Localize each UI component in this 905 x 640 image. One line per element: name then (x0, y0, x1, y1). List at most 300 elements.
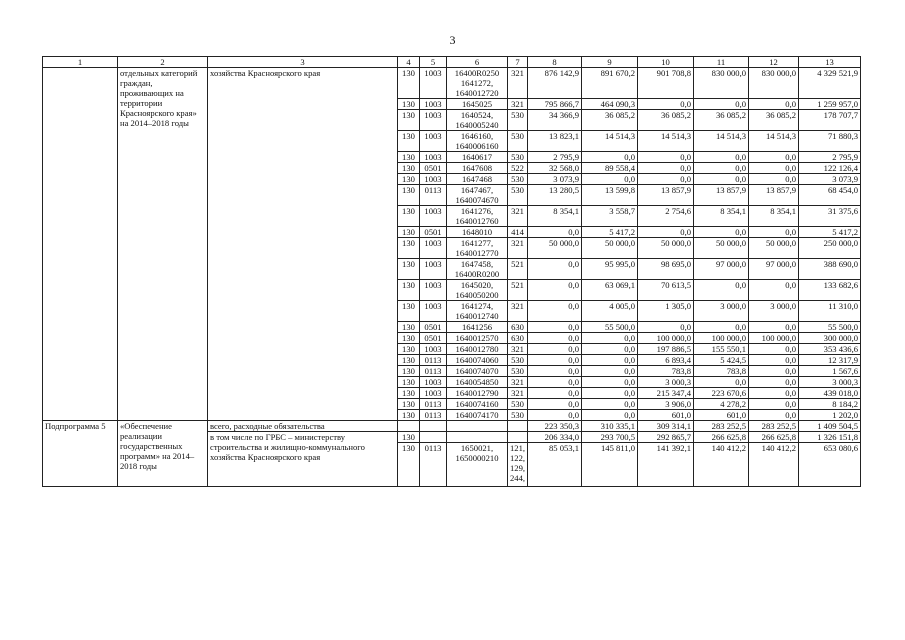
expense-type: 321 (508, 377, 528, 388)
amount-cell: 178 707,7 (799, 110, 861, 131)
amount-cell: 14 514,3 (638, 131, 694, 152)
grbs-code: 130 (398, 377, 420, 388)
amount-cell: 13 857,9 (638, 185, 694, 206)
grbs-code: 130 (398, 280, 420, 301)
target-code (447, 110, 508, 131)
amount-cell: 830 000,0 (694, 68, 749, 99)
amount-cell: 13 599,8 (582, 185, 638, 206)
amount-cell: 0,0 (528, 227, 582, 238)
table-row (43, 68, 861, 99)
section-code: 1003 (420, 301, 447, 322)
amount-cell: 11 310,0 (799, 301, 861, 322)
amount-cell: 0,0 (582, 174, 638, 185)
target-code-value: 1647458, 16400R0200 (454, 259, 500, 279)
grbs-code: 130 (398, 366, 420, 377)
amount-cell: 100 000,0 (694, 333, 749, 344)
amount-cell: 31 375,6 (799, 206, 861, 227)
grbs-code: 130 (398, 344, 420, 355)
target-code (447, 206, 508, 227)
amount-cell: 36 085,2 (749, 110, 799, 131)
amount-cell: 14 514,3 (749, 131, 799, 152)
grbs-code: 130 (398, 259, 420, 280)
amount-cell: 36 085,2 (582, 110, 638, 131)
amount-cell: 145 811,0 (582, 443, 638, 487)
amount-cell: 0,0 (749, 163, 799, 174)
section-code: 1003 (420, 344, 447, 355)
section-code: 1003 (420, 259, 447, 280)
amount-cell: 71 880,3 (799, 131, 861, 152)
section-code: 0501 (420, 322, 447, 333)
target-code (447, 399, 508, 410)
amount-cell: 0,0 (582, 333, 638, 344)
amount-cell: 6 893,4 (638, 355, 694, 366)
target-code (447, 432, 508, 443)
amount-cell: 0,0 (749, 355, 799, 366)
section-code: 1003 (420, 377, 447, 388)
amount-cell: 223 670,6 (694, 388, 749, 399)
expense-type: 521 (508, 259, 528, 280)
amount-cell: 876 142,9 (528, 68, 582, 99)
amount-cell: 140 412,2 (749, 443, 799, 487)
amount-cell: 0,0 (749, 174, 799, 185)
amount-cell: 4 278,2 (694, 399, 749, 410)
amount-cell: 0,0 (528, 301, 582, 322)
amount-cell: 0,0 (638, 174, 694, 185)
target-code-value: 1640074160 (455, 399, 499, 409)
amount-cell: 12 317,9 (799, 355, 861, 366)
target-code (447, 185, 508, 206)
program-name: «Обеспечение реализации государственных программ» на 2014–2018 годы (118, 421, 208, 487)
target-code-continued: 16400R0250 (454, 68, 500, 78)
amount-cell: 293 700,5 (582, 432, 638, 443)
amount-cell: 0,0 (582, 152, 638, 163)
expense-type (508, 432, 528, 443)
amount-cell: 0,0 (749, 388, 799, 399)
amount-cell: 2 795,9 (528, 152, 582, 163)
amount-cell: 2 795,9 (799, 152, 861, 163)
column-header: 1 (43, 57, 118, 68)
expense-type: 530 (508, 366, 528, 377)
amount-cell: 8 354,1 (694, 206, 749, 227)
expense-type: 522 (508, 163, 528, 174)
amount-cell: 206 334,0 (528, 432, 582, 443)
amount-cell: 0,0 (694, 152, 749, 163)
amount-cell: 3 073,9 (528, 174, 582, 185)
amount-cell: 3 000,3 (638, 377, 694, 388)
amount-cell: 0,0 (749, 322, 799, 333)
target-code-value: 1647608 (461, 163, 493, 173)
amount-cell: 133 682,6 (799, 280, 861, 301)
target-code (447, 131, 508, 152)
grbs-code: 130 (398, 238, 420, 259)
amount-cell: 0,0 (528, 280, 582, 301)
expense-type: 121, 122, 129, 244, (508, 443, 528, 487)
amount-cell: 70 613,5 (638, 280, 694, 301)
amount-cell: 0,0 (528, 366, 582, 377)
expense-type: 521 (508, 280, 528, 301)
column-header: 7 (508, 57, 528, 68)
column-header: 4 (398, 57, 420, 68)
section-code: 0113 (420, 410, 447, 421)
page-number: 3 (449, 33, 456, 47)
target-code (447, 68, 508, 99)
amount-cell: 0,0 (694, 163, 749, 174)
amount-cell: 1 567,6 (799, 366, 861, 377)
amount-cell: 223 350,3 (528, 421, 582, 432)
target-code-value: 1641277, 1640012770 (455, 238, 499, 258)
section-code: 0113 (420, 355, 447, 366)
grbs-code: 130 (398, 174, 420, 185)
amount-cell: 0,0 (749, 399, 799, 410)
target-code-value: 1646160, 1640006160 (455, 131, 499, 151)
amount-cell: 0,0 (694, 174, 749, 185)
amount-cell: 55 500,0 (799, 322, 861, 333)
target-code-value: 1641272, 1640012720 (455, 78, 499, 98)
target-code (447, 377, 508, 388)
amount-cell: 0,0 (528, 333, 582, 344)
section-code: 1003 (420, 68, 447, 99)
target-code (447, 259, 508, 280)
amount-cell: 0,0 (582, 377, 638, 388)
amount-cell: 197 886,5 (638, 344, 694, 355)
amount-cell: 0,0 (638, 99, 694, 110)
expense-type: 530 (508, 185, 528, 206)
grbs-code: 130 (398, 185, 420, 206)
target-code (447, 301, 508, 322)
amount-cell: 32 568,0 (528, 163, 582, 174)
executor-name: хозяйства Красноярского края (208, 68, 398, 421)
amount-cell: 34 366,9 (528, 110, 582, 131)
column-header: 9 (582, 57, 638, 68)
amount-cell: 122 126,4 (799, 163, 861, 174)
target-code (447, 227, 508, 238)
amount-cell: 13 857,9 (694, 185, 749, 206)
amount-cell: 0,0 (749, 366, 799, 377)
expense-type: 530 (508, 131, 528, 152)
section-code: 1003 (420, 110, 447, 131)
target-code (447, 333, 508, 344)
amount-cell: 0,0 (582, 410, 638, 421)
target-code (447, 163, 508, 174)
amount-cell: 292 865,7 (638, 432, 694, 443)
amount-cell: 830 000,0 (749, 68, 799, 99)
amount-cell: 0,0 (528, 355, 582, 366)
amount-cell: 0,0 (694, 280, 749, 301)
target-code-value: 1647468 (461, 174, 493, 184)
amount-cell: 891 670,2 (582, 68, 638, 99)
grbs-code: 130 (398, 410, 420, 421)
amount-cell: 0,0 (582, 388, 638, 399)
target-code (447, 355, 508, 366)
amount-cell: 5 417,2 (582, 227, 638, 238)
amount-cell: 0,0 (638, 227, 694, 238)
amount-cell: 0,0 (749, 410, 799, 421)
amount-cell: 55 500,0 (582, 322, 638, 333)
amount-cell: 5 417,2 (799, 227, 861, 238)
amount-cell: 1 305,0 (638, 301, 694, 322)
section-code: 1003 (420, 131, 447, 152)
amount-cell: 14 514,3 (694, 131, 749, 152)
amount-cell: 8 354,1 (749, 206, 799, 227)
grbs-code: 130 (398, 443, 420, 487)
amount-cell: 283 252,5 (694, 421, 749, 432)
amount-cell: 215 347,4 (638, 388, 694, 399)
amount-cell: 97 000,0 (694, 259, 749, 280)
section-code (420, 421, 447, 432)
target-code-value: 1647467, 1640074670 (455, 185, 499, 205)
expense-type: 321 (508, 344, 528, 355)
amount-cell: 3 000,0 (694, 301, 749, 322)
expense-type: 530 (508, 399, 528, 410)
grbs-code: 130 (398, 301, 420, 322)
amount-cell: 601,0 (694, 410, 749, 421)
amount-cell: 783,8 (638, 366, 694, 377)
expense-type (508, 421, 528, 432)
column-header: 3 (208, 57, 398, 68)
amount-cell: 100 000,0 (638, 333, 694, 344)
amount-cell: 1 409 504,5 (799, 421, 861, 432)
expense-type: 414 (508, 227, 528, 238)
amount-cell: 601,0 (638, 410, 694, 421)
target-code (447, 344, 508, 355)
amount-cell: 0,0 (582, 399, 638, 410)
section-code: 0501 (420, 227, 447, 238)
amount-cell: 300 000,0 (799, 333, 861, 344)
amount-cell: 783,8 (694, 366, 749, 377)
amount-cell: 250 000,0 (799, 238, 861, 259)
section-code: 0501 (420, 333, 447, 344)
target-code-value: 1648010 (461, 227, 493, 237)
amount-cell: 98 695,0 (638, 259, 694, 280)
target-code (447, 152, 508, 163)
target-code-value: 1641274, 1640012740 (455, 301, 499, 321)
amount-cell: 50 000,0 (749, 238, 799, 259)
target-code-value: 1640012570 (455, 333, 499, 343)
grbs-code: 130 (398, 152, 420, 163)
amount-cell: 95 995,0 (582, 259, 638, 280)
amount-cell: 50 000,0 (528, 238, 582, 259)
target-code-value: 1640054850 (455, 377, 499, 387)
target-code (447, 99, 508, 110)
amount-cell: 3 558,7 (582, 206, 638, 227)
amount-cell: 4 329 521,9 (799, 68, 861, 99)
expense-type: 530 (508, 174, 528, 185)
amount-cell: 13 857,9 (749, 185, 799, 206)
amount-cell: 439 018,0 (799, 388, 861, 399)
expense-type: 630 (508, 333, 528, 344)
amount-cell: 68 454,0 (799, 185, 861, 206)
section-code: 1003 (420, 388, 447, 399)
grbs-code: 130 (398, 99, 420, 110)
amount-cell: 8 354,1 (528, 206, 582, 227)
amount-cell: 0,0 (694, 377, 749, 388)
section-code: 1003 (420, 174, 447, 185)
expense-type: 321 (508, 206, 528, 227)
section-code (420, 432, 447, 443)
target-code (447, 388, 508, 399)
target-code (447, 410, 508, 421)
amount-cell: 100 000,0 (749, 333, 799, 344)
column-header: 10 (638, 57, 694, 68)
amount-cell: 310 335,1 (582, 421, 638, 432)
amount-cell: 0,0 (582, 355, 638, 366)
amount-cell: 8 184,2 (799, 399, 861, 410)
amount-cell: 0,0 (528, 377, 582, 388)
amount-cell: 0,0 (582, 344, 638, 355)
amount-cell: 0,0 (749, 227, 799, 238)
grbs-code: 130 (398, 333, 420, 344)
executor-name: в том числе по ГРБС – министерству строительства и жилищно-коммунального хозяйства Красноярского края (208, 432, 398, 487)
amount-cell: 4 005,0 (582, 301, 638, 322)
target-code-value: 1640074170 (455, 410, 499, 420)
amount-cell: 1 202,0 (799, 410, 861, 421)
amount-cell: 388 690,0 (799, 259, 861, 280)
header-row (43, 57, 861, 68)
target-code (447, 174, 508, 185)
grbs-code: 130 (398, 163, 420, 174)
target-code-value: 1640617 (461, 152, 493, 162)
table-row (43, 421, 861, 432)
target-code-value: 1640524, 1640005240 (455, 110, 499, 130)
amount-cell: 97 000,0 (749, 259, 799, 280)
section-code: 0113 (420, 366, 447, 377)
amount-cell: 3 906,0 (638, 399, 694, 410)
amount-cell: 50 000,0 (638, 238, 694, 259)
amount-cell: 89 558,4 (582, 163, 638, 174)
section-code: 1003 (420, 280, 447, 301)
section-code: 1003 (420, 238, 447, 259)
grbs-code: 130 (398, 68, 420, 99)
amount-cell: 0,0 (749, 152, 799, 163)
amount-cell: 85 053,1 (528, 443, 582, 487)
target-code-value: 1645020, 1640050200 (455, 280, 499, 300)
expense-type: 321 (508, 388, 528, 399)
amount-cell: 2 754,6 (638, 206, 694, 227)
amount-cell: 63 069,1 (582, 280, 638, 301)
amount-cell: 5 424,5 (694, 355, 749, 366)
amount-cell: 0,0 (528, 322, 582, 333)
amount-cell: 13 823,1 (528, 131, 582, 152)
amount-cell: 0,0 (749, 377, 799, 388)
column-header: 13 (799, 57, 861, 68)
amount-cell: 1 259 957,0 (799, 99, 861, 110)
budget-table (42, 56, 861, 487)
target-code (447, 366, 508, 377)
amount-cell: 50 000,0 (694, 238, 749, 259)
target-code-value: 1641256 (461, 322, 493, 332)
column-header: 5 (420, 57, 447, 68)
amount-cell: 0,0 (749, 99, 799, 110)
amount-cell: 0,0 (694, 227, 749, 238)
section-code: 0113 (420, 399, 447, 410)
amount-cell: 0,0 (638, 163, 694, 174)
amount-cell: 309 314,1 (638, 421, 694, 432)
expense-type: 321 (508, 68, 528, 99)
amount-cell: 0,0 (528, 344, 582, 355)
amount-cell: 14 514,3 (582, 131, 638, 152)
amount-cell: 901 708,8 (638, 68, 694, 99)
expense-type: 321 (508, 301, 528, 322)
grbs-code (398, 421, 420, 432)
amount-cell: 0,0 (528, 399, 582, 410)
amount-cell: 464 090,3 (582, 99, 638, 110)
expense-type: 321 (508, 238, 528, 259)
subprogram-label: Подпрограмма 5 (43, 421, 118, 487)
target-code: 1650021, 1650000210 (447, 443, 508, 487)
target-code-value: 1640012780 (455, 344, 499, 354)
amount-cell: 795 866,7 (528, 99, 582, 110)
grbs-code: 130 (398, 227, 420, 238)
section-code: 0501 (420, 163, 447, 174)
grbs-code: 130 (398, 206, 420, 227)
amount-cell: 3 000,0 (749, 301, 799, 322)
column-header: 6 (447, 57, 508, 68)
target-code (447, 421, 508, 432)
target-code-value: 1640074060 (455, 355, 499, 365)
amount-cell: 653 080,6 (799, 443, 861, 487)
target-code (447, 322, 508, 333)
amount-cell: 1 326 151,8 (799, 432, 861, 443)
amount-cell: 0,0 (528, 410, 582, 421)
amount-cell: 0,0 (528, 388, 582, 399)
target-code (447, 238, 508, 259)
amount-cell: 0,0 (638, 152, 694, 163)
column-header: 8 (528, 57, 582, 68)
amount-cell: 0,0 (582, 366, 638, 377)
program-cell (43, 68, 118, 421)
table-body (43, 57, 861, 487)
section-code: 0113 (420, 443, 447, 487)
grbs-code: 130 (398, 322, 420, 333)
column-header: 12 (749, 57, 799, 68)
amount-cell: 36 085,2 (694, 110, 749, 131)
amount-cell: 140 412,2 (694, 443, 749, 487)
amount-cell: 0,0 (694, 99, 749, 110)
amount-cell: 0,0 (528, 259, 582, 280)
amount-cell: 141 392,1 (638, 443, 694, 487)
section-code: 1003 (420, 99, 447, 110)
amount-cell: 155 550,1 (694, 344, 749, 355)
amount-cell: 353 436,6 (799, 344, 861, 355)
target-code-value: 1640074070 (455, 366, 499, 376)
grbs-code: 130 (398, 110, 420, 131)
amount-cell: 266 625,8 (749, 432, 799, 443)
grbs-code: 130 (398, 131, 420, 152)
amount-cell: 3 073,9 (799, 174, 861, 185)
target-code-value: 1641276, 1640012760 (455, 206, 499, 226)
amount-cell: 36 085,2 (638, 110, 694, 131)
expense-type: 530 (508, 355, 528, 366)
expense-type: 321 (508, 99, 528, 110)
target-code (447, 280, 508, 301)
amount-cell: 50 000,0 (582, 238, 638, 259)
grbs-code: 130 (398, 355, 420, 366)
amount-cell: 0,0 (749, 344, 799, 355)
grbs-code: 130 (398, 399, 420, 410)
amount-cell: 266 625,8 (694, 432, 749, 443)
amount-cell: 0,0 (749, 280, 799, 301)
section-code: 1003 (420, 152, 447, 163)
amount-cell: 0,0 (694, 322, 749, 333)
amount-cell: 283 252,5 (749, 421, 799, 432)
expense-type: 530 (508, 152, 528, 163)
amount-cell: 0,0 (638, 322, 694, 333)
executor-name: всего, расходные обязательства (208, 421, 398, 432)
column-header: 2 (118, 57, 208, 68)
target-code-value: 1640012790 (455, 388, 499, 398)
program-name: отдельных категорий граждан, проживающих на территории Красноярского края» на 2014–2018 годы (118, 68, 208, 421)
amount-cell: 3 000,3 (799, 377, 861, 388)
